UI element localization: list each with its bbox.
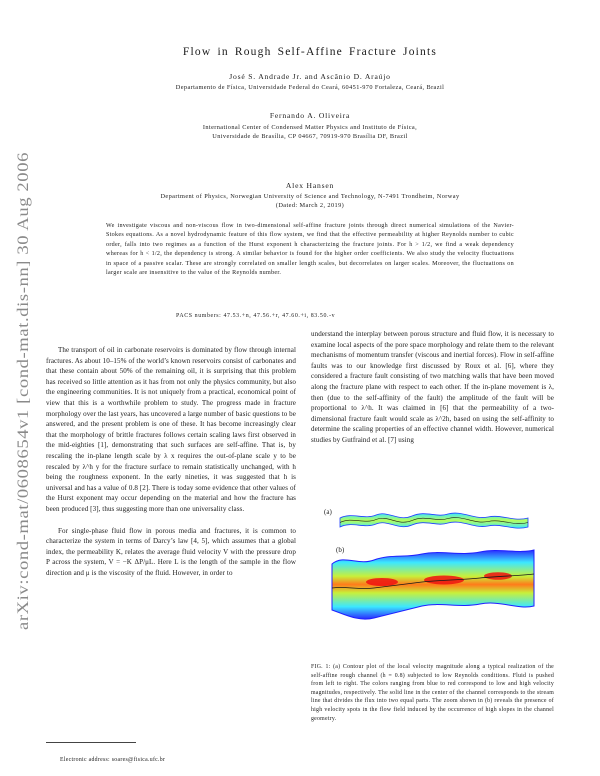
arxiv-side-stamp	[4, 150, 38, 630]
affiliation-1: Departamento de Física, Universidade Federal do Ceará, 60451-970 Fortaleza, Ceará, Brazil	[175, 84, 445, 91]
left-paragraph-2: For single-phase fluid flow in porous media and fractures, it is common to characterize the system in terms of Darcy’s law [4, 5], which assumes that a global index, the permeability K, relates the average fluid velocity V with the pressure drop P across the system, V = −K ΔP/μL. Here L is the length of the sample in the flow direction and μ is the viscosity of the fluid. However, in order to	[46, 526, 296, 577]
left-column	[46, 345, 296, 578]
figure-caption: FIG. 1: (a) Contour plot of the local velocity magnitude along a typical realization of the self-affine rough channel (h = 0.8) subjected to low Reynolds conditions. Fluid is pushed from left to right. The colors ranging from blue to red correspond to low and high velocity magnitudes, respectively. The solid line in the center of the channel corresponds to the stream line that divides the flux into two equal parts. The zoom shown in (b) reveals the presence of high velocity spots in the flow field induced by the occurrence of high slopes in the channel geometry.	[311, 664, 554, 722]
figure-1	[322, 502, 540, 654]
authors-line-1: José S. Andrade Jr. and Ascânio D. Araújo	[229, 72, 391, 81]
abstract: We investigate viscous and non-viscous flow in two-dimensional self-affine fracture joints through direct numerical simulations of the Navier-Stokes equations. As a novel hydrodynamic feature of this flow system, we find that the effective permeability at higher Reynolds number to cubic order, falls into two regimes as a function of the Hurst exponent h characterizing the fracture joints. For h > 1/2, we find a weak dependency whereas for h < 1/2, the dependency is strong. A similar behavior is found for the higher order coefficients. We also study the velocity fluctuations in space of a passive scalar. These are strongly correlated on smaller length scales, but decorrelates on larger scales. Moreover, the fluctuations on larger scale are insensitive to the value of the Reynolds number.	[106, 223, 514, 277]
arxiv-identifier: arXiv:cond-mat/0608654v1 [cond-mat.dis-nn] 30 Aug 2006	[15, 231, 32, 630]
left-paragraph-1: The transport of oil in carbonate reservoirs is dominated by flow through internal fractures. As about 10–15% of the world’s known reservoirs consist of carbonates and that these contain about 50% of the remaining oil, it is surprising that this problem has received so little attention as it has from not only the physics community, but also the engineering communities. It is not uniquely from a practical, economical point of view that this is a worthwhile problem to study. The progress made in fracture morphology over the last years, has uncovered a large number of basic questions to be answered, and the present problem is one of these. It has become increasingly clear that the morphology of brittle fractures follows certain scaling laws first observed in the mid-eighties [1], demonstrating that such surfaces are self-affine. That is, by rescaling the in-plane length scale by λ x requires the out-of-plane scale y to be rescaled by λ^h y for the fracture surface to remain statistically unchanged, with h being the roughness exponent. In the early nineties, it was suggested that h is universal and has a value of 0.8 [2]. There is today some evidence that other values of the Hurst exponent may occur depending on the material and how the fracture has been produced [3], thus suggesting more than one universality class.	[46, 346, 296, 513]
paper-title: Flow in Rough Self-Affine Fracture Joints	[182, 46, 438, 58]
date-line: (Dated: March 2, 2019)	[275, 202, 345, 209]
right-column	[311, 329, 554, 446]
authors-line-3: Alex Hansen	[285, 181, 335, 190]
footnote: Electronic address: soares@fisica.ufc.br	[60, 757, 166, 763]
affiliation-2a: International Center of Condensed Matter Physics and Instituto de Física,	[202, 124, 418, 131]
affiliation-2b: Universidade de Brasília, CP 04667, 70919-970 Brasília DF, Brazil	[212, 133, 408, 140]
panel-a-channel	[340, 513, 528, 528]
high-velocity-spot-1	[366, 578, 398, 586]
authors-line-2: Fernando A. Oliveira	[269, 111, 351, 120]
right-paragraph-1: understand the interplay between porous structure and fluid flow, it is necessary to examine local aspects of the pore space morphology and relate them to the relevant mechanisms of momentum transfer (viscous and inertial forces). Flow in self-affine faults was to our knowledge first discussed by Roux et al. [6], where they considered a fracture fault consisting of two matching walls that have been moved along the fracture plane with respect to each other. If the in-plane movement is λ, then (due to the self-affinity of the fault) the amplitude of the fault will be proportional to λ^h. It was claimed in [6] that the permeability of a two-dimensional fracture fault would scale as λ^2h, based on using the self-affinity to determine the scaling properties of an effective channel width. However, numerical studies by Gutfraind et al. [7] using	[311, 330, 554, 444]
footnote-rule	[46, 742, 136, 743]
affiliation-3: Department of Physics, Norwegian University of Science and Technology, N-7491 Trondheim, Norway	[160, 193, 460, 200]
panel-a-label: (a)	[324, 508, 332, 516]
panel-b-channel	[332, 550, 534, 619]
pacs-numbers: PACS numbers: 47.53.+n, 47.56.+r, 47.60.+i, 83.50.-v	[176, 313, 336, 319]
panel-b-label: (b)	[336, 546, 345, 554]
